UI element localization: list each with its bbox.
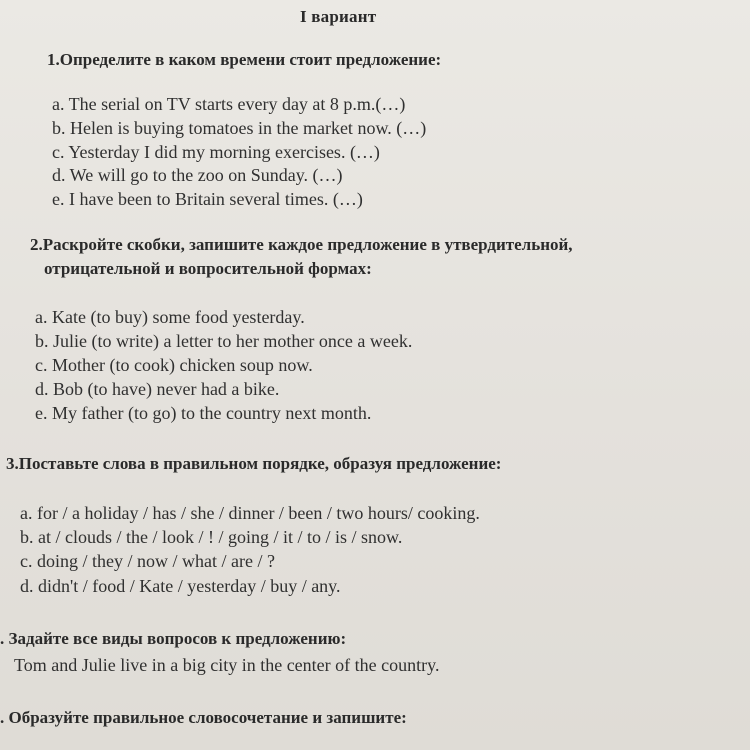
task1-item-a: a. The serial on TV starts every day at 8 p.m.(…) bbox=[52, 94, 406, 114]
task2-item-a: a. Kate (to buy) some food yesterday. bbox=[35, 307, 305, 327]
task2-heading-line2: отрицательной и вопросительной формах: bbox=[44, 259, 372, 278]
task3-item-d: d. didn't / food / Kate / yesterday / buy / any. bbox=[20, 576, 341, 596]
task2-heading-line1: 2.Раскройте скобки, запишите каждое предложение в утвердительной, bbox=[30, 235, 573, 254]
task5-heading: . Образуйте правильное словосочетание и запишите: bbox=[0, 708, 407, 727]
task3-item-b: b. at / clouds / the / look / ! / going / it / to / is / snow. bbox=[20, 527, 403, 547]
task1-item-d: d. We will go to the zoo on Sunday. (…) bbox=[52, 165, 343, 185]
task1-item-b: b. Helen is buying tomatoes in the market now. (…) bbox=[52, 118, 427, 138]
task3-item-c: c. doing / they / now / what / are / ? bbox=[20, 551, 275, 571]
task1-item-e: e. I have been to Britain several times. (…) bbox=[52, 189, 363, 209]
task4-heading: . Задайте все виды вопросов к предложению: bbox=[0, 629, 347, 648]
task2-item-b: b. Julie (to write) a letter to her mother once a week. bbox=[35, 331, 413, 351]
task2-item-e: e. My father (to go) to the country next month. bbox=[35, 403, 372, 423]
task4-sentence: Tom and Julie live in a big city in the center of the country. bbox=[14, 655, 440, 675]
task2-item-c: c. Mother (to cook) chicken soup now. bbox=[35, 355, 313, 375]
task1-heading: 1.Определите в каком времени стоит предложение: bbox=[47, 50, 442, 69]
task1-item-c: c. Yesterday I did my morning exercises. (…) bbox=[52, 142, 380, 162]
variant-title: I вариант bbox=[300, 7, 377, 26]
task2-item-d: d. Bob (to have) never had a bike. bbox=[35, 379, 280, 399]
task3-item-a: a. for / a holiday / has / she / dinner / been / two hours/ cooking. bbox=[20, 503, 480, 523]
task3-heading: 3.Поставьте слова в правильном порядке, образуя предложение: bbox=[6, 454, 502, 473]
